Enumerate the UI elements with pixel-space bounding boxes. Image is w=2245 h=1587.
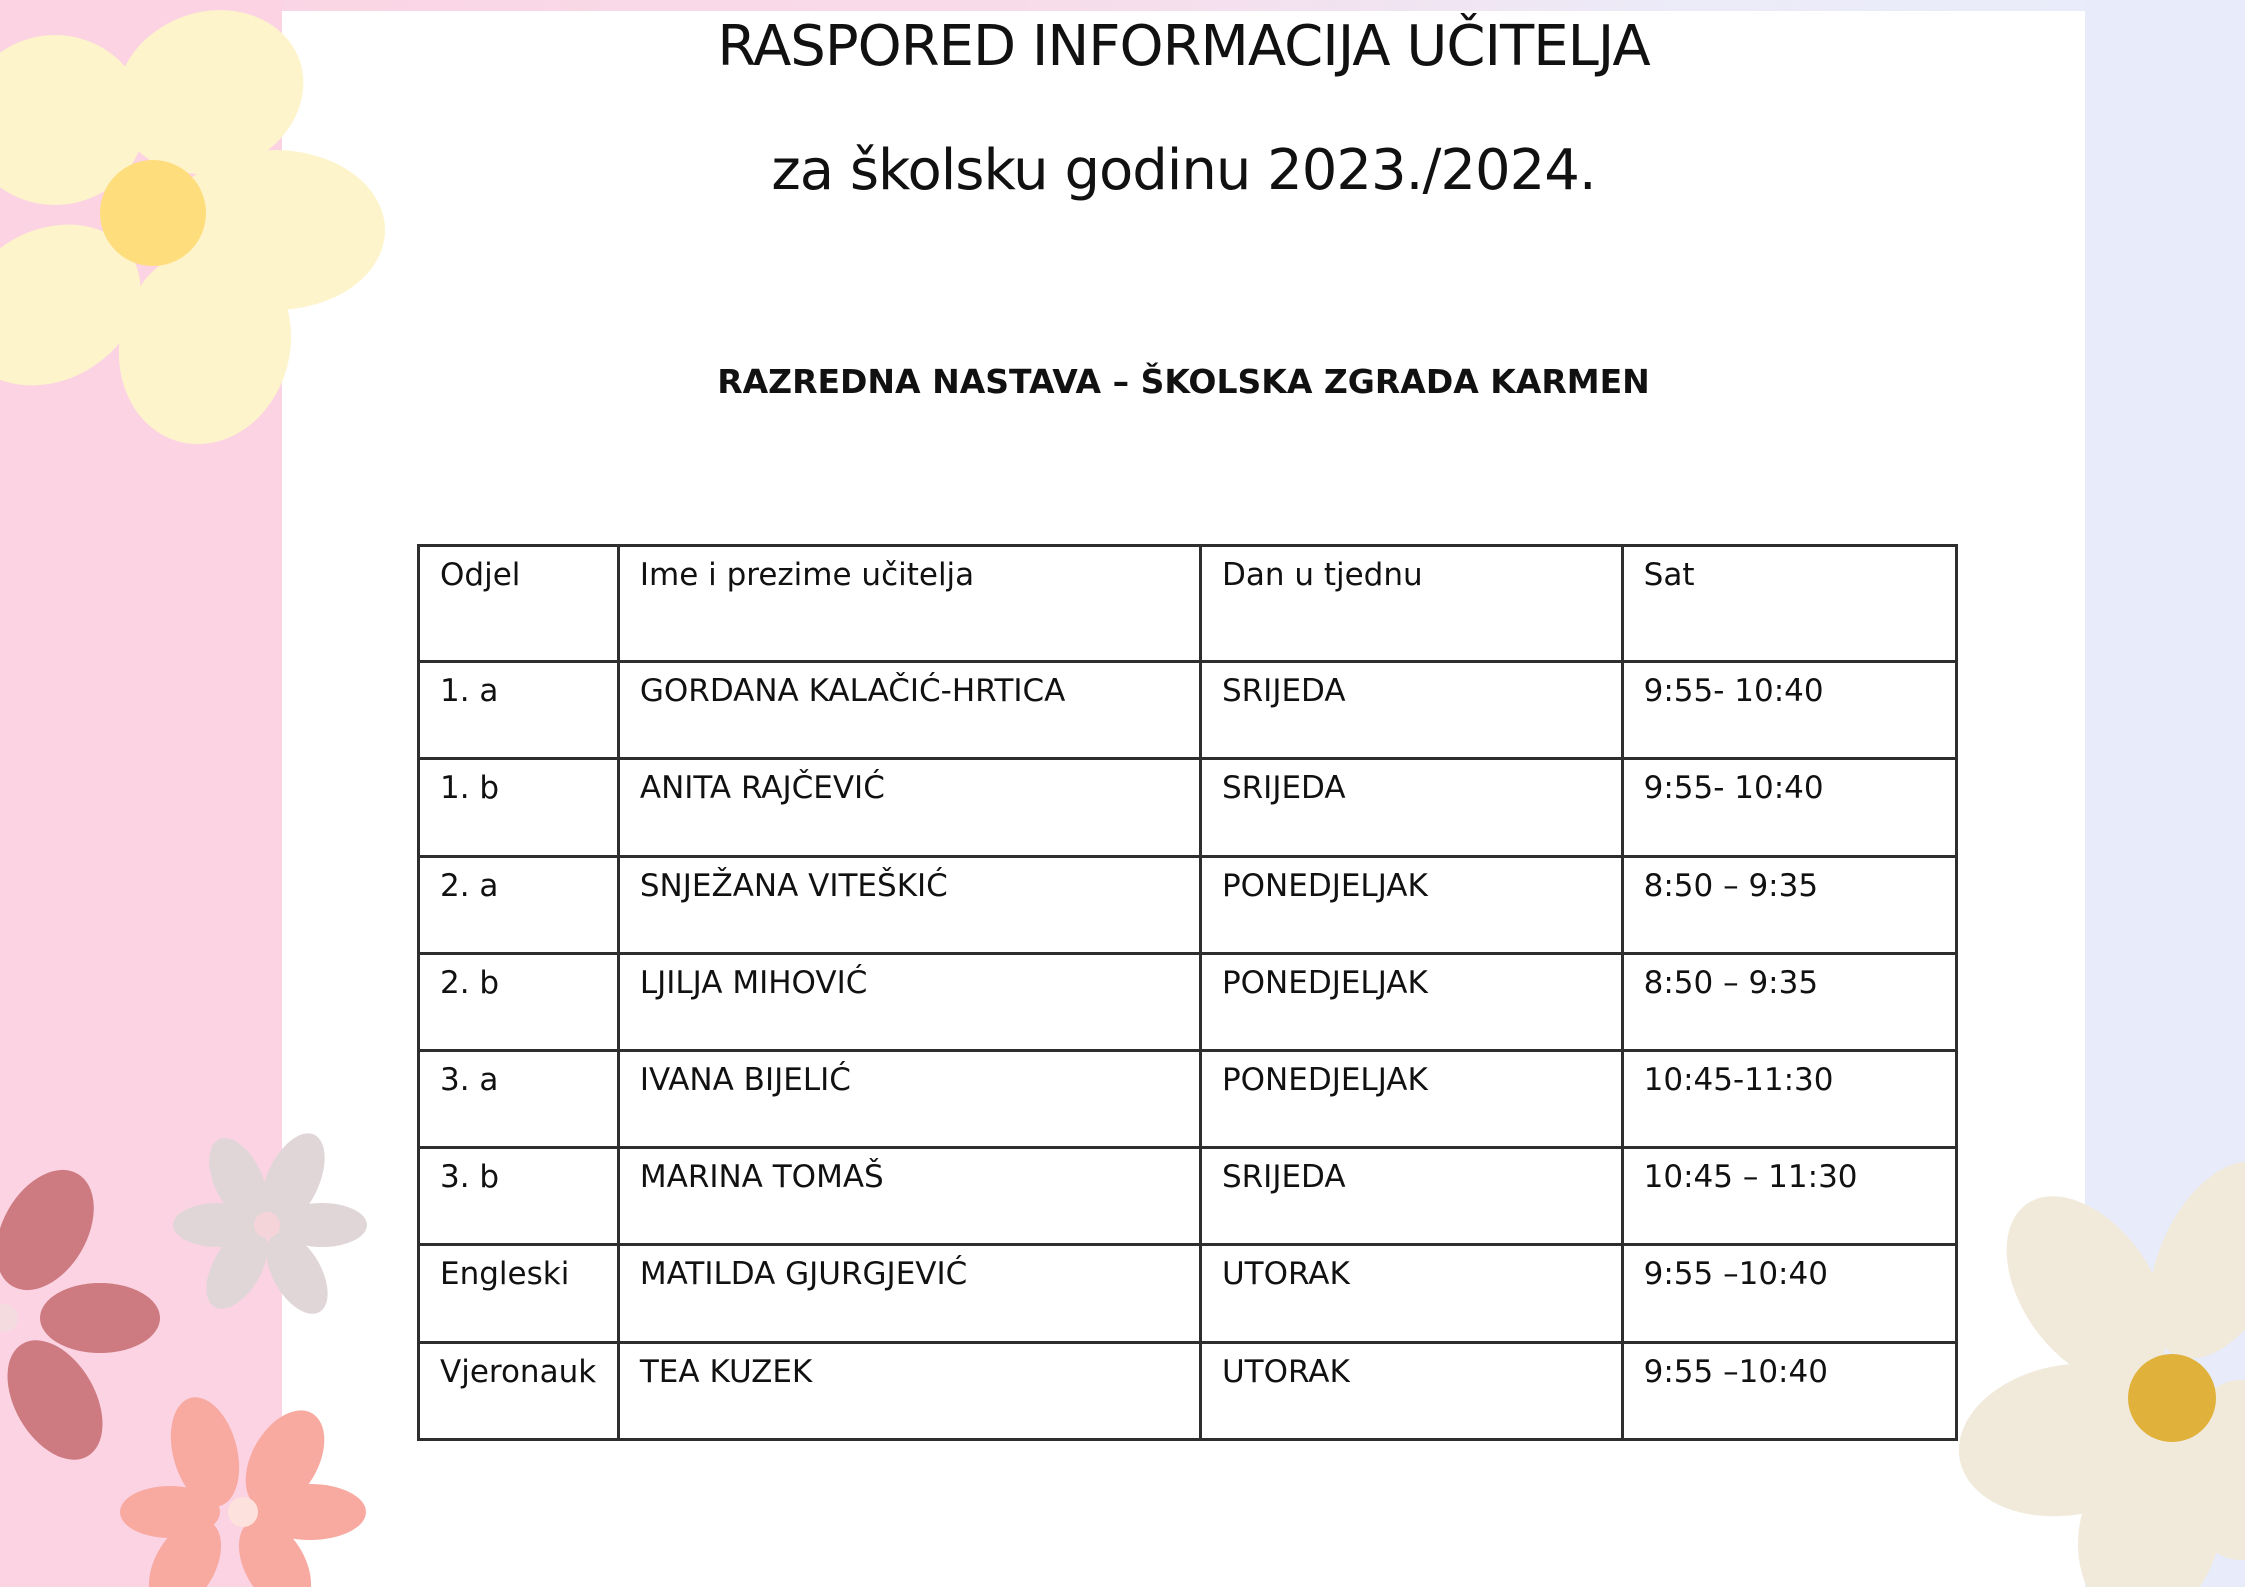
rose-flower-icon [0,1153,160,1477]
day-cell: UTORAK [1200,1245,1622,1342]
table-row [419,856,1957,953]
day-cell: SRIJEDA [1200,662,1622,759]
class-cell: 2. a [419,856,619,953]
grey-flower-icon [173,1124,367,1324]
cream-flower-icon [1947,1139,2245,1587]
teacher-cell: MARINA TOMAŠ [618,1148,1200,1245]
section-heading: RAZREDNA NASTAVA – ŠKOLSKA ZGRADA KARMEN [717,362,1650,401]
time-cell: 8:50 – 9:35 [1622,953,1956,1050]
day-cell: PONEDJELJAK [1200,953,1622,1050]
table-row [419,759,1957,856]
page-title: RASPORED INFORMACIJA UČITELJA [717,14,1650,79]
class-cell: 2. b [419,953,619,1050]
table-row [419,1148,1957,1245]
day-cell: SRIJEDA [1200,759,1622,856]
class-cell: 3. b [419,1148,619,1245]
class-cell: 1. b [419,759,619,856]
class-cell: 1. a [419,662,619,759]
time-cell: 9:55 –10:40 [1622,1342,1956,1439]
time-cell: 9:55- 10:40 [1622,759,1956,856]
teacher-cell: GORDANA KALAČIĆ-HRTICA [618,662,1200,759]
table-row [419,662,1957,759]
header-cell: Ime i prezime učitelja [618,546,1200,662]
teacher-cell: IVANA BIJELIĆ [618,1051,1200,1148]
table-header-row [419,546,1957,662]
header-cell: Sat [1622,546,1956,662]
teacher-cell: TEA KUZEK [618,1342,1200,1439]
class-cell: 3. a [419,1051,619,1148]
teacher-cell: LJILJA MIHOVIĆ [618,953,1200,1050]
day-cell: PONEDJELJAK [1200,856,1622,953]
day-cell: UTORAK [1200,1342,1622,1439]
teacher-cell: SNJEŽANA VITEŠKIĆ [618,856,1200,953]
teacher-cell: MATILDA GJURGJEVIĆ [618,1245,1200,1342]
time-cell: 10:45-11:30 [1622,1051,1956,1148]
table-row [419,1342,1957,1439]
salmon-flower-icon [120,1390,366,1587]
table-row [419,1051,1957,1148]
class-cell: Engleski [419,1245,619,1342]
time-cell: 10:45 – 11:30 [1622,1148,1956,1245]
header-cell: Dan u tjednu [1200,546,1622,662]
time-cell: 8:50 – 9:35 [1622,856,1956,953]
school-year-subtitle: za školsku godinu 2023./2024. [771,138,1596,203]
teacher-cell: ANITA RAJČEVIĆ [618,759,1200,856]
day-cell: PONEDJELJAK [1200,1051,1622,1148]
teacher-schedule-table [417,544,1958,1441]
time-cell: 9:55- 10:40 [1622,662,1956,759]
class-cell: Vjeronauk [419,1342,619,1439]
time-cell: 9:55 –10:40 [1622,1245,1956,1342]
header-cell: Odjel [419,546,619,662]
table-row [419,1245,1957,1342]
day-cell: SRIJEDA [1200,1148,1622,1245]
table-row [419,953,1957,1050]
